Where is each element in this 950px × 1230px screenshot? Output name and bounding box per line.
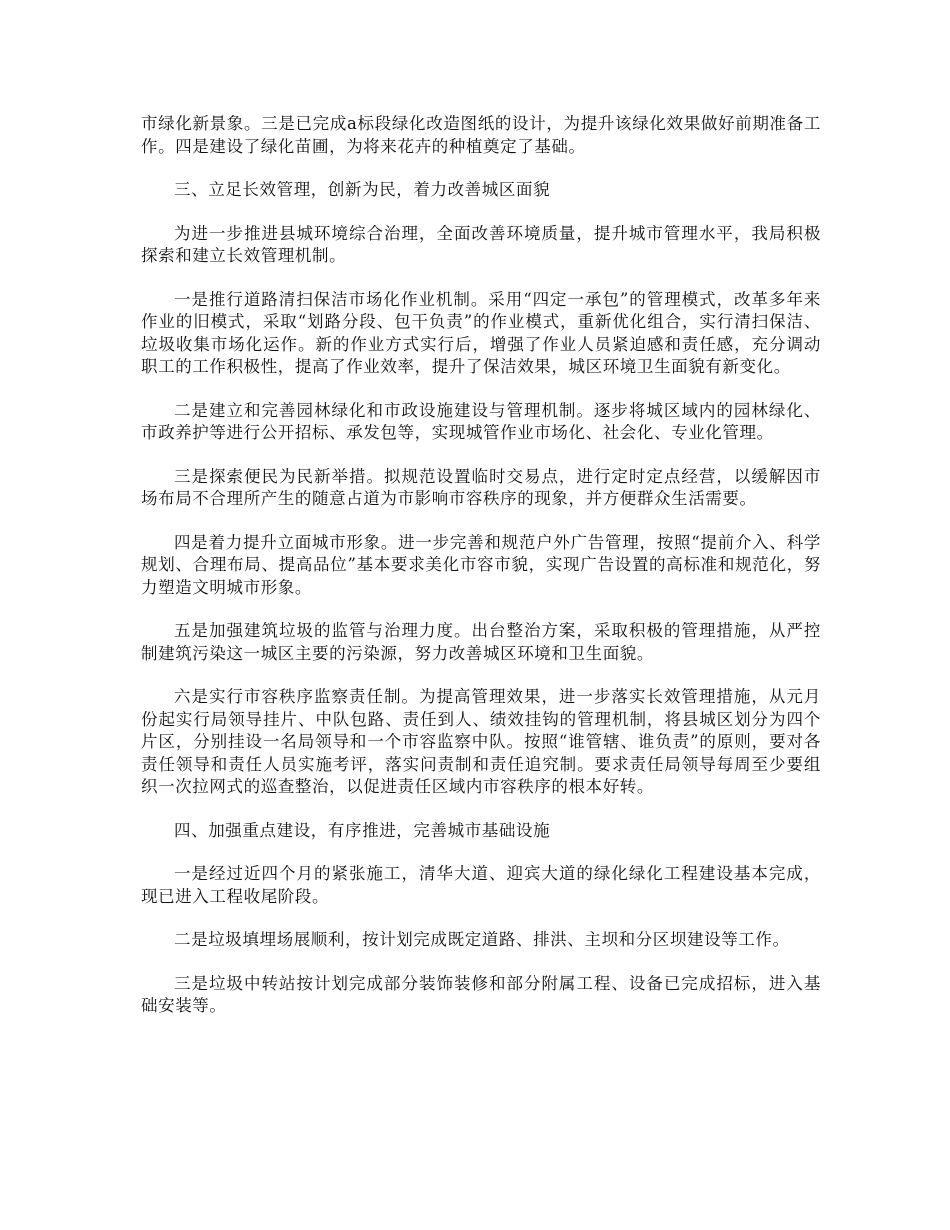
paragraph-build-1: 一是经过近四个月的紧张施工，清华大道、迎宾大道的绿化绿化工程建设基本完成，现已进入工程收尾阶段。: [141, 864, 821, 906]
paragraph-intro: 为进一步推进县城环境综合治理，全面改善环境质量，提升城市管理水平，我局积极探索和建立长效管理机制。: [141, 223, 821, 265]
document-page: [141, 113, 821, 1039]
section-heading-4: 四、加强重点建设，有序推进，完善城市基础设施: [174, 820, 551, 840]
paragraph-build-2: 二是垃圾填埋场展顺利，按计划完成既定道路、排洪、主坝和分区坝建设等工作。: [174, 930, 790, 949]
paragraph-item-1: 一是推行道路清扫保洁市场化作业机制。采用“四定一承包”的管理模式，改革多年来作业的旧模式，采取“划路分段、包干负责”的作业模式，重新优化组合，实行清扫保洁、垃圾收集市场化运作。新的作业方式实行后，增强了作业人员紧迫感和责任感，充分调动职工的工作积极性，提高了作业效率，提升了保洁效果，城区环境卫生面貌有新变化。: [141, 289, 821, 376]
paragraph-item-6: 六是实行市容秩序监察责任制。为提高管理效果，进一步落实长效管理措施，从元月份起实行局领导挂片、中队包路、责任到人、绩效挂钩的管理机制，将县城区划分为四个片区，分别挂设一名局领导和一个市容监察中队。按照“谁管辖、谁负责”的原则，要对各责任领导和责任人员实施考评，落实问责制和责任追究制。要求责任局领导每周至少要组织一次拉网式的巡查整治，以促进责任区域内市容秩序的根本好转。: [141, 687, 821, 796]
paragraph-build-3: 三是垃圾中转站按计划完成部分装饰装修和部分附属工程、设备已完成招标，进入基础安装等。: [141, 973, 821, 1015]
paragraph-item-4: 四是着力提升立面城市形象。进一步完善和规范户外广告管理，按照“提前介入、科学规划、合理布局、提高品位”基本要求美化市容市貌，实现广告设置的高标准和规范化，努力塑造文明城市形象。: [141, 532, 821, 597]
paragraph-continuation: 市绿化新景象。三是已完成a标段绿化改造图纸的设计，为提升该绿化效果做好前期准备工作。四是建设了绿化苗圃，为将来花卉的种植奠定了基础。: [141, 114, 821, 156]
paragraph-item-2: 二是建立和完善园林绿化和市政设施建设与管理机制。逐步将城区域内的园林绿化、市政养护等进行公开招标、承发包等，实现城管作业市场化、社会化、专业化管理。: [141, 400, 821, 442]
section-heading-3: 三、立足长效管理，创新为民，着力改善城区面貌: [174, 180, 551, 199]
paragraph-item-3: 三是探索便民为民新举措。拟规范设置临时交易点，进行定时定点经营，以缓解因市场布局不合理所产生的随意占道为市影响市容秩序的现象，并方便群众生活需要。: [141, 466, 821, 508]
paragraph-item-5: 五是加强建筑垃圾的监管与治理力度。出台整治方案，采取积极的管理措施，从严控制建筑污染这一城区主要的污染源，努力改善城区环境和卫生面貌。: [141, 621, 821, 663]
